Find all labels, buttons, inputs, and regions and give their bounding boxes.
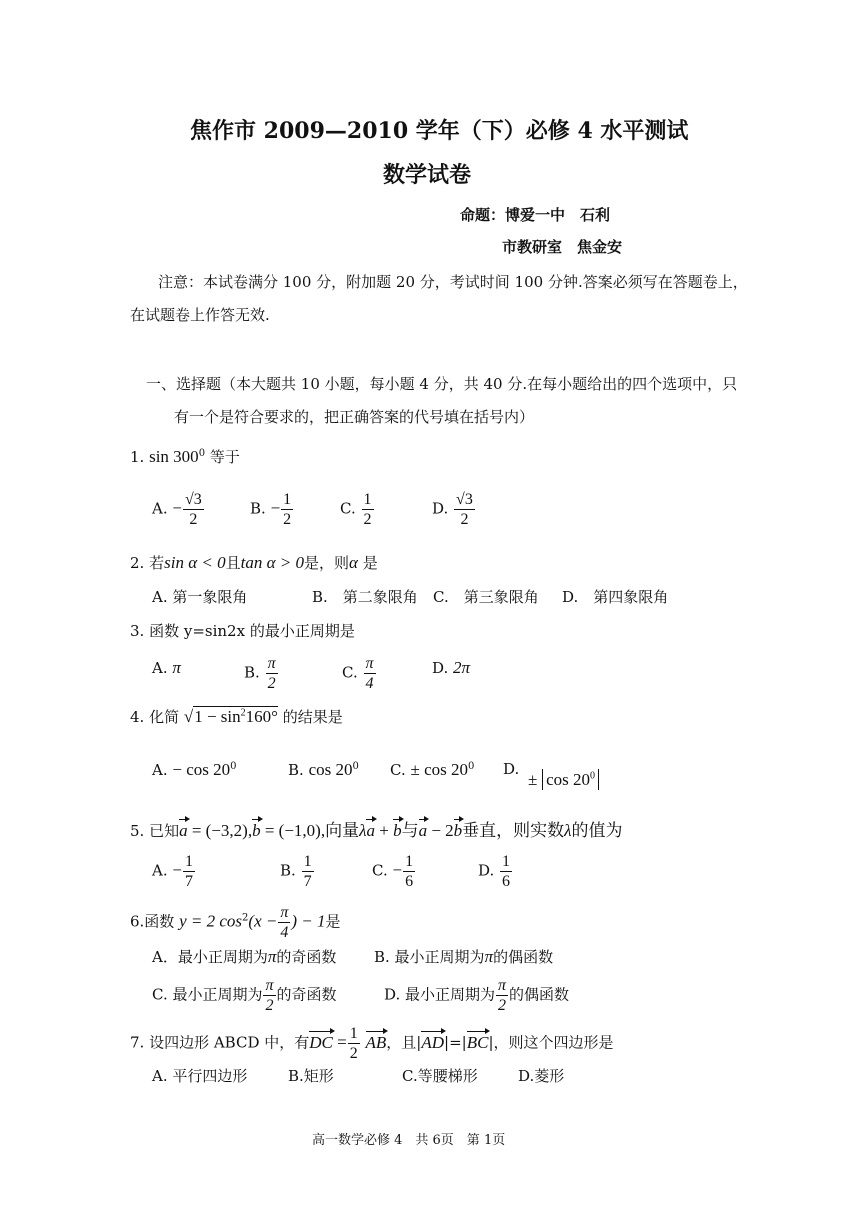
author-line-2: 市教研室 焦金安 (502, 238, 623, 256)
question-7-stem: 7. 设四边形 ABCD 中，有DC = $\frac{1}{2}$ AB，且|AD|=|BC|，则这个四边形是 (130, 1025, 614, 1062)
question-6-option-c: C. 最小正周期为 $\frac{\pi}{2}$ 的奇函数 (152, 977, 337, 1014)
author-line-1: 命题：博爱一中 石利 (460, 206, 611, 224)
section-1-line-1: 一、选择题（本大题共 10 小题，每小题 4 分，共 40 分.在每小题给出的四个选项中，只 (146, 375, 738, 393)
question-1-text: 等于 (209, 448, 240, 466)
question-6-stem: 6.函数 y = 2 $\cos^2(x$ − $\frac{\pi}{4}$ ) − 1是 (130, 904, 341, 941)
question-3-option-a: A. π (152, 658, 181, 677)
section-1-line-2: 有一个是符合要求的，把正确答案的代号填在括号内） (174, 408, 535, 426)
question-5-option-c: C. − $\frac{1}{6}$ (372, 853, 414, 890)
question-2-stem: 2. 若sin α < 0且tan α > 0是，则α 是 (130, 553, 378, 572)
question-6-option-a: A．最小正周期为π的奇函数 (152, 947, 337, 966)
question-3-option-b: B. $\frac{\pi}{2}$ (244, 655, 276, 692)
question-2-option-a: A. 第一象限角 (152, 588, 248, 606)
question-7-option-a: A. 平行四边形 (152, 1067, 248, 1085)
question-5-option-a: A. − $\frac{1}{7}$ (152, 853, 193, 890)
question-7-option-d: D.菱形 (518, 1067, 565, 1085)
page-footer: 高一数学必修 4 共 6页 第 1页 (312, 1133, 506, 1148)
question-2-option-c: C. 第三象限角 (433, 588, 539, 606)
question-2-option-d: D. 第四象限角 (562, 588, 669, 606)
question-1-option-c: C. $\frac{1}{2}$ (340, 491, 372, 528)
notice-line-2: 在试题卷上作答无效. (130, 306, 270, 324)
question-1-option-b: B. − $\frac{1}{2}$ (250, 491, 292, 528)
question-1-degree: 0 (198, 448, 206, 459)
question-1-stem (130, 446, 240, 467)
question-1-number: 1. (130, 448, 145, 466)
question-3-stem: 3. 函数 y=sin2x 的最小正周期是 (130, 622, 355, 640)
document-subtitle: 数学试卷 (383, 162, 472, 188)
question-2-option-b: B. 第二象限角 (312, 588, 418, 606)
question-6-option-b: B. 最小正周期为π的偶函数 (374, 947, 554, 966)
question-7-option-b: B.矩形 (288, 1067, 334, 1085)
question-1-expr: sin 300 (149, 447, 199, 466)
question-5-option-d: D. $\frac{1}{6}$ (478, 853, 511, 890)
question-4-option-c: C. ± $\cos 20^0$ (390, 760, 475, 779)
question-1-option-a: A. − $\frac{√3}{2}$ (152, 491, 202, 528)
question-5-option-b: B. $\frac{1}{7}$ (280, 853, 312, 890)
question-4-stem: 4. 化简 $√1 - \sin^2160^\circ$ 的结果是 (130, 707, 343, 726)
document-title: 焦作市 2009—2010 学年（下）必修 4 水平测试 (190, 118, 689, 144)
question-6-option-d: D. 最小正周期为 $\frac{\pi}{2}$ 的偶函数 (384, 977, 570, 1014)
question-7-option-c: C.等腰梯形 (402, 1067, 478, 1085)
question-4-option-a: A. − $\cos 20^0$ (152, 760, 237, 779)
question-1-option-d: D. $\frac{√3}{2}$ (432, 491, 473, 528)
question-5-stem: 5. 已知a = (−3,2),b = (−1,0),向量λa + b与a − 2b垂直，则实数λ的值为 (130, 821, 623, 840)
question-4-option-d-label: D. (503, 760, 520, 778)
question-4-option-b: B. $\cos 20^0$ (288, 760, 359, 779)
question-3-option-d: D. 2π (432, 658, 471, 677)
notice-line-1: 注意：本试卷满分 100 分，附加题 20 分，考试时间 100 分钟.答案必须写在答题卷上， (158, 273, 748, 291)
question-3-option-c: C. $\frac{\pi}{4}$ (342, 655, 374, 692)
question-4-option-d-value: ± $\cos 20^0$ (528, 770, 599, 790)
